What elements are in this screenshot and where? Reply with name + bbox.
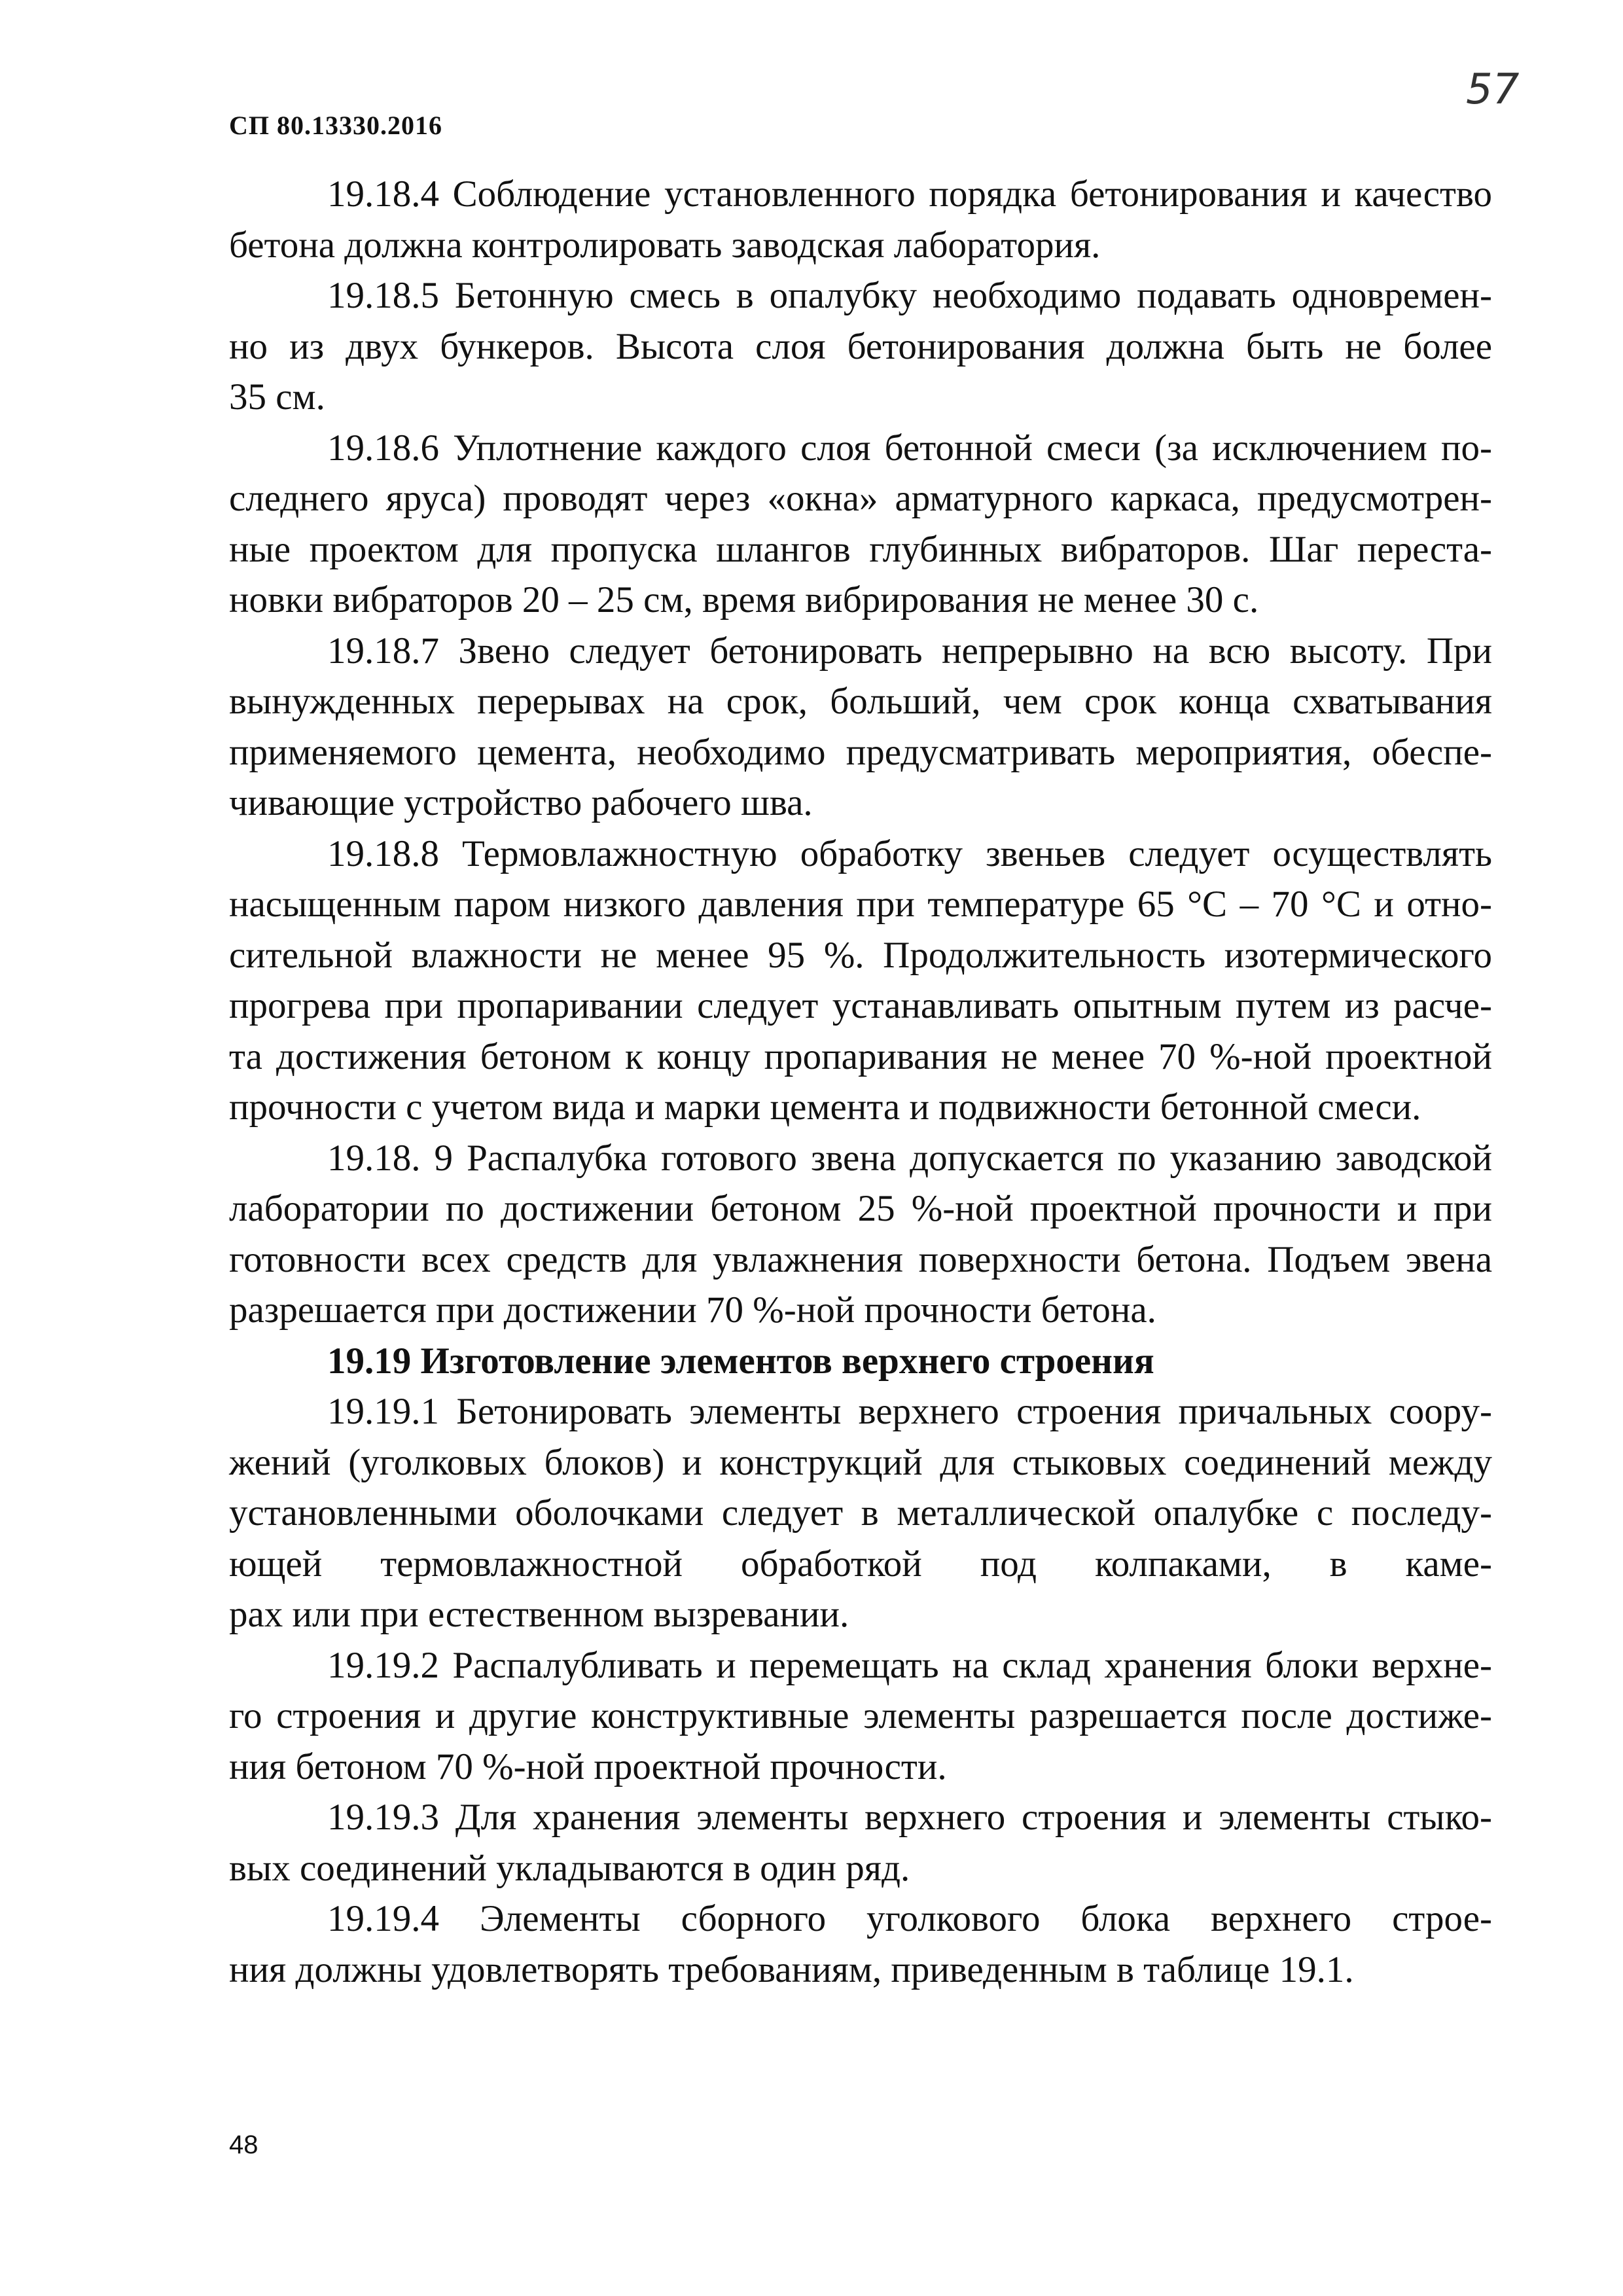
- text-line: применяемого цемента, необходимо предусматривать мероприятия, обеспе-: [229, 731, 1492, 773]
- text-line: лаборатории по достижении бетоном 25 %-ной проектной прочности и при: [229, 1188, 1492, 1229]
- text-line: готовности всех средств для увлажнения поверхности бетона. Подъем эвена: [229, 1238, 1492, 1280]
- text-line: прогрева при пропаривании следует устанавливать опытным путем из расче-: [229, 985, 1492, 1026]
- text-line: следнего яруса) проводят через «окна» арматурного каркаса, предусмотрен-: [229, 478, 1492, 519]
- text-line: чивающие устройство рабочего шва.: [229, 782, 813, 823]
- text-line: 19.19.4 Элементы сборного уголкового блока верхнего строе-: [327, 1898, 1492, 1939]
- section-heading: 19.19 Изготовление элементов верхнего строения: [327, 1340, 1154, 1382]
- text-line: 35 см.: [229, 376, 325, 418]
- document-body: [229, 169, 1492, 1995]
- text-line: жений (уголковых блоков) и конструкций для стыковых соединений между: [229, 1441, 1492, 1483]
- document-code: СП 80.13330.2016: [229, 111, 442, 140]
- text-line: вынужденных перерывах на срок, больший, чем срок конца схватывания: [229, 681, 1492, 722]
- text-line: 19.18.5 Бетонную смесь в опалубку необходимо подавать одновремен-: [327, 275, 1492, 316]
- text-line: ные проектом для пропуска шлангов глубинных вибраторов. Шаг переста-: [229, 528, 1492, 570]
- text-line: 19.18. 9 Распалубка готового звена допускается по указанию заводской: [327, 1137, 1492, 1179]
- text-line: разрешается при достижении 70 %-ной прочности бетона.: [229, 1289, 1156, 1331]
- text-line: 19.18.6 Уплотнение каждого слоя бетонной смеси (за исключением по-: [327, 427, 1492, 469]
- text-line: бетона должна контролировать заводская лаборатория.: [229, 224, 1101, 266]
- text-line: 19.19.3 Для хранения элементы верхнего строения и элементы стыко-: [327, 1797, 1492, 1838]
- text-line: 19.19.1 Бетонировать элементы верхнего строения причальных соору-: [327, 1391, 1492, 1432]
- text-line: сительной влажности не менее 95 %. Продолжительность изотермического: [229, 934, 1492, 976]
- text-line: ющей термовлажностной обработкой под колпаками, в каме-: [229, 1543, 1492, 1585]
- text-line: прочности с учетом вида и марки цемента и подвижности бетонной смеси.: [229, 1086, 1421, 1128]
- handwritten-page-number: 57: [1466, 65, 1520, 114]
- text-line: насыщенным паром низкого давления при температуре 65 °С – 70 °С и отно-: [229, 884, 1492, 925]
- text-line: но из двух бункеров. Высота слоя бетонирования должна быть не более: [229, 325, 1492, 367]
- text-line: 19.18.4 Соблюдение установленного порядка бетонирования и качество: [327, 173, 1492, 215]
- page-number: 48: [229, 2130, 259, 2159]
- text-line: ния бетоном 70 %-ной проектной прочности.: [229, 1746, 947, 1787]
- text-line: го строения и другие конструктивные элементы разрешается после достиже-: [229, 1695, 1492, 1736]
- text-line: вых соединений укладываются в один ряд.: [229, 1847, 910, 1889]
- text-line: 19.18.7 Звено следует бетонировать непрерывно на всю высоту. При: [327, 630, 1492, 672]
- text-line: установленными оболочками следует в металлической опалубке с последу-: [229, 1492, 1492, 1534]
- text-line: новки вибраторов 20 – 25 см, время вибрирования не менее 30 с.: [229, 579, 1259, 620]
- text-line: рах или при естественном вызревании.: [229, 1594, 849, 1635]
- text-line: та достижения бетоном к концу пропаривания не менее 70 %-ной проектной: [229, 1035, 1492, 1077]
- text-line: 19.19.2 Распалубливать и перемещать на склад хранения блоки верхне-: [327, 1644, 1492, 1686]
- text-line: 19.18.8 Термовлажностную обработку звеньев следует осуществлять: [327, 833, 1492, 874]
- text-line: ния должны удовлетворять требованиям, приведенным в таблице 19.1.: [229, 1948, 1354, 1990]
